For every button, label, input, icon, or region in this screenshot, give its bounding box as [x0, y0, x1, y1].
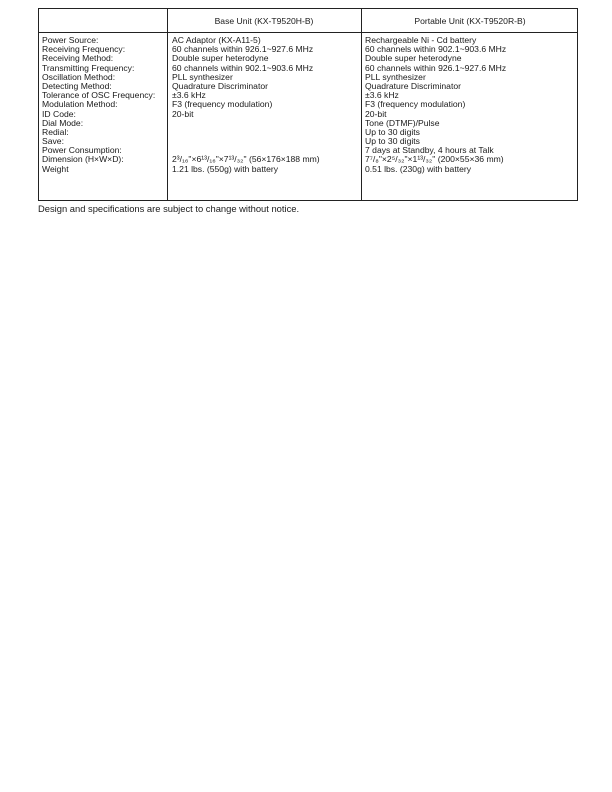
- portable-unit-value: F3 (frequency modulation): [365, 99, 466, 110]
- portable-unit-value: Tone (DTMF)/Pulse: [365, 117, 440, 128]
- spec-label: Oscillation Method:: [42, 71, 116, 82]
- portable-unit-value: 7⁷/₈"×2⁵/₃₂"×1¹³/₃₂" (200×55×36 mm): [365, 154, 504, 165]
- spec-label: Tolerance of OSC Frequency:: [42, 90, 156, 101]
- spec-labels-column: [42, 36, 155, 174]
- column-divider: [361, 9, 362, 200]
- spec-label: Receiving Frequency:: [42, 44, 126, 55]
- spec-label: Receiving Method:: [42, 53, 114, 64]
- spec-label: ID Code:: [42, 108, 76, 119]
- portable-unit-value: 60 channels within 926.1~927.6 MHz: [365, 62, 507, 73]
- spec-label: Power Consumption:: [42, 145, 122, 156]
- portable-unit-value: 0.51 lbs. (230g) with battery: [365, 163, 472, 174]
- portable-unit-value: ±3.6 kHz: [365, 90, 399, 101]
- spec-label: Detecting Method:: [42, 80, 112, 91]
- spec-label: Save:: [42, 136, 64, 147]
- portable-unit-value: 20-bit: [365, 108, 387, 119]
- portable-unit-value: Quadrature Discriminator: [365, 80, 461, 91]
- portable-unit-value: PLL synthesizer: [365, 71, 426, 82]
- portable-unit-value: Up to 30 digits: [365, 126, 420, 137]
- base-unit-value: Double super heterodyne: [172, 53, 269, 64]
- footnote: Design and specifications are subject to change without notice.: [38, 203, 300, 214]
- portable-unit-value: 7 days at Standby, 4 hours at Talk: [365, 145, 494, 156]
- base-unit-value: [172, 128, 320, 137]
- base-unit-value: F3 (frequency modulation): [172, 99, 273, 110]
- base-unit-values-column: [172, 36, 320, 174]
- base-unit-value: 20-bit: [172, 108, 194, 119]
- spec-label: Power Source:: [42, 35, 99, 45]
- base-unit-value: [172, 137, 320, 146]
- base-unit-value: PLL synthesizer: [172, 71, 233, 82]
- base-unit-value: 2³/₁₆"×6¹³/₁₆"×7¹³/₃₂" (56×176×188 mm): [172, 154, 320, 165]
- portable-unit-value: Double super heterodyne: [365, 53, 462, 64]
- column-divider: [167, 9, 168, 200]
- header-base-unit: Base Unit (KX-T9520H-B): [214, 16, 314, 26]
- portable-unit-value: Up to 30 digits: [365, 136, 420, 147]
- portable-unit-values-column: [365, 36, 506, 174]
- spec-table: [38, 8, 578, 201]
- base-unit-value: ±3.6 kHz: [172, 90, 206, 101]
- spec-label: Modulation Method:: [42, 99, 118, 110]
- spec-label: Dial Mode:: [42, 117, 84, 128]
- spec-label: Dimension (H×W×D):: [42, 154, 124, 165]
- base-unit-value: AC Adaptor (KX-A11-5): [172, 35, 261, 45]
- spec-label: Transmitting Frequency:: [42, 62, 135, 73]
- portable-unit-value: Rechargeable Ni - Cd battery: [365, 35, 477, 45]
- portable-unit-value: 60 channels within 902.1~903.6 MHz: [365, 44, 507, 55]
- spec-label: Weight: [42, 163, 69, 174]
- base-unit-value: 1.21 lbs. (550g) with battery: [172, 163, 279, 174]
- base-unit-value: 60 channels within 926.1~927.6 MHz: [172, 44, 314, 55]
- header-portable-unit: Portable Unit (KX-T9520R-B): [414, 16, 526, 26]
- base-unit-value: Quadrature Discriminator: [172, 80, 268, 91]
- base-unit-value: [172, 119, 320, 128]
- spec-label: Redial:: [42, 126, 69, 137]
- base-unit-value: 60 channels within 902.1~903.6 MHz: [172, 62, 314, 73]
